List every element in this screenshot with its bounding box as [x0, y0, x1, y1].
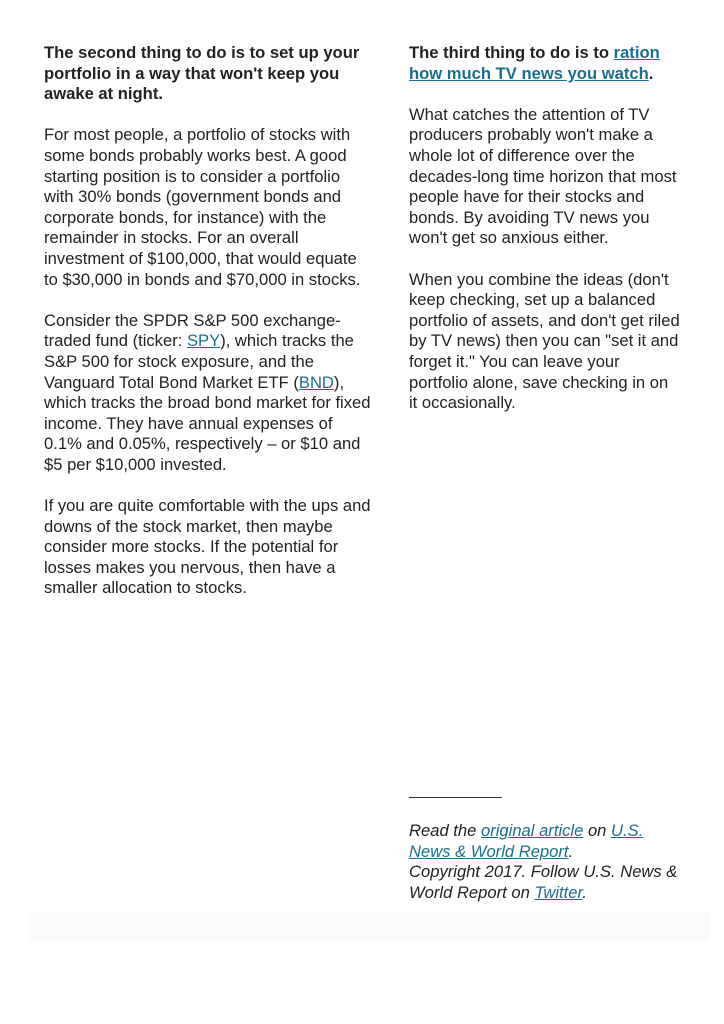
heading-end: .	[648, 63, 654, 83]
section-heading-portfolio: The second thing to do is to set up your portfolio in a way that won't keep you awake at night.	[44, 43, 360, 104]
text-segment: .	[582, 882, 587, 902]
article-footer	[409, 797, 689, 903]
text-segment: Consider the SPDR S&P 500 exchange-traded fund (ticker:	[44, 310, 341, 351]
bottom-band	[28, 912, 710, 942]
text-segment: ), which tracks the broad bond market for fixed income. They have annual expenses of 0.1% and 0.05%, respectively – or $10 and $5 per $10,000 invested.	[44, 372, 371, 474]
paragraph-tv-producers: What catches the attention of TV producers probably won't make a whole lot of difference over the decades-long time horizon that most people have for their stocks and bonds. By avoiding TV news you won't get so anxious either.	[409, 104, 677, 248]
right-column	[409, 43, 681, 434]
paragraph-risk-tolerance: If you are quite comfortable with the ups and downs of the stock market, then maybe consider more stocks. If the potential for losses makes you nervous, then have a smaller allocation to stocks.	[44, 496, 371, 598]
bnd-ticker-link[interactable]: BND	[298, 372, 334, 392]
footer-divider	[409, 797, 502, 798]
paragraph-set-and-forget: When you combine the ideas (don't keep checking, set up a balanced portfolio of assets, and don't get riled by TV news) then you can "set it and forget it." You can leave your portfolio alone, save checking in on it occasionally.	[409, 269, 680, 413]
text-segment: .	[568, 841, 574, 861]
copyright-line	[409, 862, 689, 903]
left-column	[44, 43, 374, 620]
text-segment: on	[583, 821, 612, 840]
ration-tv-news-link[interactable]: ration how much TV news you watch	[409, 43, 660, 83]
text-segment: Copyright 2017. Follow U.S. News & World Report on	[409, 862, 678, 902]
original-article-link[interactable]: original article	[480, 821, 584, 840]
read-original-line	[409, 821, 689, 862]
text-segment: ), which tracks the S&P 500 for stock exposure, and the Vanguard Total Bond Market ETF (	[44, 331, 354, 392]
heading-text: The third thing to do is to	[409, 43, 614, 62]
text-segment: Read the	[409, 821, 481, 840]
section-heading-tv-news	[409, 43, 681, 84]
paragraph-portfolio-mix: For most people, a portfolio of stocks with some bonds probably works best. A good starting position is to consider a portfolio with 30% bonds (government bonds and corporate bonds, for instance) with the remainder in stocks. For an overall investment of $100,000, that would equate to $30,000 in bonds and $70,000 in stocks.	[44, 125, 361, 289]
paragraph-etf-suggestion	[44, 311, 374, 476]
spy-ticker-link[interactable]: SPY	[186, 331, 221, 351]
twitter-link[interactable]: Twitter	[534, 882, 583, 902]
usnews-link[interactable]: U.S. News & World Report	[409, 821, 644, 861]
